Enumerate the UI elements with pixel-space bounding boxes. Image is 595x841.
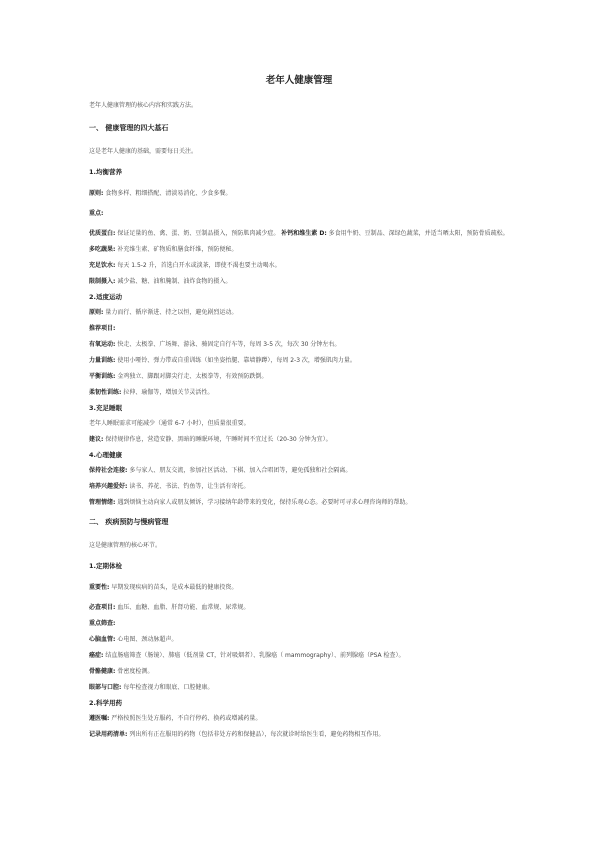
medication-follow — [89, 713, 509, 724]
nutrition-fiber — [89, 244, 509, 255]
text-hobby: 读书、养花、书法、钓鱼等，让生活有寄托。 — [127, 483, 250, 490]
checkup-cancer — [89, 650, 509, 661]
text-protein: 保证足量的鱼、禽、蛋、奶、豆制品摄入，预防肌肉减少症。 — [115, 230, 280, 237]
label-emotion: 管理情绪: — [89, 499, 116, 506]
label-water: 充足饮水: — [89, 262, 116, 269]
mental-social — [89, 465, 509, 476]
text-flex: 拉伸、瑜伽等，增加关节灵活性。 — [121, 389, 214, 396]
exercise-balance — [89, 371, 509, 382]
label-aerobic: 有氧运动: — [89, 341, 116, 348]
text-list: 列出所有正在服用的药物（包括非处方药和保健品），每次就诊时给医生看，避免药物相互作用。 — [127, 731, 385, 738]
label-balance: 平衡训练: — [89, 373, 116, 380]
nutrition-protein — [89, 228, 509, 239]
label-calcium: 补钙和维生素 D: — [281, 230, 327, 237]
mental-hobby — [89, 481, 509, 492]
text-follow: 严格按照医生处方服药，不自行停药、换药或增减药量。 — [109, 715, 262, 722]
subsection-heading-nutrition: 1.均衡营养 — [89, 168, 122, 176]
label-flex: 柔韧性训练: — [89, 389, 122, 396]
text-water: 每天 1.5-2 升，首选白开水或淡茶，即使不渴也要主动喝水。 — [115, 262, 281, 269]
exercise-principle — [89, 307, 509, 318]
sleep-advice — [89, 434, 509, 445]
text-items: 血压、血糖、血脂、肝肾功能、血常规、尿常规。 — [115, 604, 250, 611]
text-ex-principle: 量力而行、循序渐进、持之以恒，避免剧烈运动。 — [103, 309, 238, 316]
text-strength: 使用小哑铃、弹力带或自重训练（如坐姿抬腿、靠墙静蹲），每周 2-3 次，增强肌肉力量。 — [115, 357, 356, 364]
text-cardio: 心电图、颈动脉超声。 — [115, 636, 178, 643]
label-follow: 遵医嘱: — [89, 715, 110, 722]
subsection-heading-mental: 4.心理健康 — [89, 451, 122, 459]
document-content — [89, 72, 509, 745]
label-bone: 骨骼健康: — [89, 668, 116, 675]
nutrition-principle — [89, 188, 509, 199]
exercise-aerobic — [89, 339, 509, 350]
label-items: 必查项目: — [89, 604, 116, 611]
section-note-1: 这是老年人健康的基础，需要每日关注。 — [89, 148, 198, 155]
subsection-heading-exercise: 2.适度运动 — [89, 293, 122, 301]
text-aerobic: 快走、太极拳、广场舞、游泳、骑固定自行车等，每周 3-5 次，每次 30 分钟左右。 — [115, 341, 341, 348]
nutrition-limit — [89, 276, 509, 287]
text-importance: 早期发现疾病的苗头，是成本最低的健康投资。 — [109, 584, 238, 591]
page-title: 老年人健康管理 — [265, 75, 333, 86]
text-calcium: 多食用牛奶、豆制品、深绿色蔬菜，并适当晒太阳，预防骨质疏松。 — [326, 230, 509, 237]
text-emotion: 遇到烦恼主动向家人或朋友倾诉，学习接纳年龄带来的变化，保持乐观心态。必要时可寻求心理咨询师的帮助。 — [115, 499, 412, 506]
checkup-bone — [89, 666, 509, 677]
intro-text: 老年人健康管理的核心内容和实践方法。 — [89, 102, 198, 109]
text-bone: 骨密度检测。 — [115, 668, 154, 675]
checkup-importance — [89, 582, 509, 593]
text-cancer: 结直肠癌筛查（肠镜）、肺癌（低剂量 CT，针对吸烟者）、乳腺癌（ mammography）、前列腺癌（PSA 检查）。 — [103, 652, 405, 659]
label-importance: 重要性: — [89, 584, 110, 591]
exercise-recommend-label: 推荐项目: — [89, 325, 116, 332]
label-limit: 限制摄入: — [89, 278, 116, 285]
label-list: 记录用药清单: — [89, 731, 128, 738]
text-fiber: 补充维生素、矿物质和膳食纤维，预防便秘。 — [115, 246, 238, 253]
text-limit: 减少盐、糖、油和腌制、油炸食物的摄入。 — [115, 278, 232, 285]
checkup-items — [89, 602, 509, 613]
medication-list — [89, 729, 509, 740]
exercise-strength — [89, 355, 509, 366]
nutrition-key-label: 重点: — [89, 210, 104, 217]
text-balance: 金鸡独立、脚跟对脚尖行走、太极拳等，有效预防跌倒。 — [115, 373, 268, 380]
label-protein: 优质蛋白: — [89, 230, 116, 237]
label-strength: 力量训练: — [89, 357, 116, 364]
exercise-flex — [89, 387, 509, 398]
text-advice: 保持规律作息，营造安静、黑暗的睡眠环境，午睡时间不宜过长（20-30 分钟为宜）。 — [103, 436, 332, 443]
label-eye: 眼部与口腔: — [89, 684, 122, 691]
checkup-eye — [89, 682, 509, 693]
label-fiber: 多吃蔬果: — [89, 246, 116, 253]
subsection-heading-sleep: 3.充足睡眠 — [89, 404, 122, 412]
label-social: 保持社会连接: — [89, 467, 128, 474]
nutrition-water — [89, 260, 509, 271]
section-heading-1: 一、 健康管理的四大基石 — [89, 124, 169, 132]
checkup-cardio — [89, 634, 509, 645]
text-social: 多与家人、朋友交流，参加社区活动、下棋、加入合唱团等，避免孤独和社会隔离。 — [127, 467, 352, 474]
checkup-focus-label: 重点筛查: — [89, 620, 116, 627]
label-advice: 建议: — [89, 436, 104, 443]
subsection-heading-checkup: 1.定期体检 — [89, 562, 122, 570]
label-principle: 原则: — [89, 190, 104, 197]
label-ex-principle: 原则: — [89, 309, 104, 316]
section-heading-2: 二、 疾病预防与慢病管理 — [89, 518, 169, 526]
section-note-2: 这是健康管理的核心环节。 — [89, 542, 162, 549]
text-eye: 每年检查视力和眼底、口腔健康。 — [121, 684, 214, 691]
mental-emotion — [89, 497, 509, 508]
label-hobby: 培养兴趣爱好: — [89, 483, 128, 490]
sleep-text: 老年人睡眠需求可能减少（通常 6-7 小时），但质量很重要。 — [89, 420, 250, 427]
subsection-heading-medication: 2.科学用药 — [89, 699, 122, 707]
label-cardio: 心脑血管: — [89, 636, 116, 643]
label-cancer: 癌症: — [89, 652, 104, 659]
text-principle: 食物多样、粗细搭配、清淡易消化、少食多餐。 — [103, 190, 232, 197]
